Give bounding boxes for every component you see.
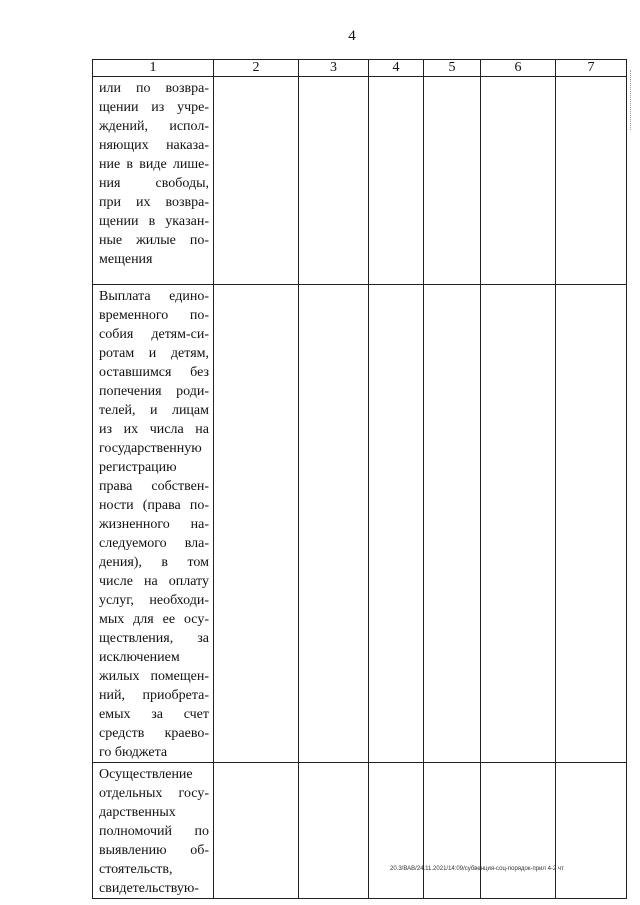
table-cell: [369, 77, 424, 285]
table-row: [93, 77, 627, 285]
cell-line: Осуществление: [99, 767, 193, 782]
table-cell-description: [93, 77, 214, 285]
cell-line: мещения: [99, 252, 153, 267]
cell-line: из их числа на: [99, 422, 209, 437]
table-cell: [299, 285, 369, 763]
table-cell: [556, 77, 627, 285]
cell-line: временного по-: [99, 308, 209, 323]
cell-line: следуемого вла-: [99, 536, 209, 551]
table-cell: [214, 285, 299, 763]
cell-line: полномочий по: [99, 824, 209, 839]
cell-line: стоятельств,: [99, 862, 173, 877]
table-cell: [299, 77, 369, 285]
header-row: [93, 60, 627, 77]
cell-line: выявлению об-: [99, 843, 209, 858]
table-cell: [424, 77, 481, 285]
column-header: 4: [369, 60, 424, 77]
cell-line: собия детям-си-: [99, 327, 209, 342]
table-cell: [299, 763, 369, 899]
cell-line: щении в указан-: [99, 214, 209, 229]
data-table: [92, 59, 627, 899]
cell-line: услуг, необходи-: [99, 593, 209, 608]
cell-line: свидетельствую-: [99, 881, 199, 896]
cell-line: права собствен-: [99, 479, 209, 494]
table-cell: [424, 285, 481, 763]
table-cell: [369, 763, 424, 899]
cell-line: ния свободы,: [99, 176, 209, 191]
table-cell: [369, 285, 424, 763]
cell-line: ществления, за: [99, 631, 209, 646]
edge-mark: [630, 70, 633, 130]
table-cell: [424, 763, 481, 899]
cell-line: или по возвра-: [99, 81, 209, 96]
cell-line: ние в виде лише-: [99, 157, 209, 172]
table-cell-description: [93, 763, 214, 899]
column-header: 2: [214, 60, 299, 77]
cell-line: емых за счет: [99, 707, 209, 722]
table-cell: [481, 763, 556, 899]
cell-line: телей, и лицам: [99, 403, 209, 418]
table-cell: [214, 77, 299, 285]
column-header: 3: [299, 60, 369, 77]
cell-line: оставшимся без: [99, 365, 209, 380]
cell-line: Выплата едино-: [99, 289, 209, 304]
table-cell: [556, 763, 627, 899]
cell-text: [93, 285, 213, 762]
column-header: 6: [481, 60, 556, 77]
cell-line: средств краево-: [99, 726, 209, 741]
cell-text: [93, 77, 213, 269]
cell-line: дарственных: [99, 805, 176, 820]
column-header: 5: [424, 60, 481, 77]
cell-line: го бюджета: [99, 745, 168, 760]
cell-line: регистрацию: [99, 460, 177, 475]
cell-line: щении из учре-: [99, 100, 209, 115]
footer-stamp: 20.3/ВАВ/24.11.2021/14:09/субвенция-соц-порядок-прил 4-2 чт: [390, 866, 564, 872]
cell-line: дения), в том: [99, 555, 209, 570]
table-cell: [481, 77, 556, 285]
cell-line: государственную: [99, 441, 202, 456]
cell-line: жизненного на-: [99, 517, 209, 532]
table-row: [93, 285, 627, 763]
cell-line: няющих наказа-: [99, 138, 209, 153]
cell-line: отдельных госу-: [99, 786, 209, 801]
column-header: 1: [93, 60, 214, 77]
cell-line: жилых помещен-: [99, 669, 209, 684]
table-cell: [214, 763, 299, 899]
cell-line: ний, приобрета-: [99, 688, 209, 703]
cell-line: числе на оплату: [99, 574, 209, 589]
cell-line: ные жилые по-: [99, 233, 209, 248]
cell-text: [93, 763, 213, 898]
cell-line: ротам и детям,: [99, 346, 209, 361]
cell-line: мых для ее осу-: [99, 612, 209, 627]
table-cell-description: [93, 285, 214, 763]
cell-line: ждений, испол-: [99, 119, 209, 134]
cell-line: попечения роди-: [99, 384, 209, 399]
table-cell: [481, 285, 556, 763]
table-cell: [556, 285, 627, 763]
cell-line: при их возвра-: [99, 195, 209, 210]
table-row: [93, 763, 627, 899]
cell-line: исключением: [99, 650, 180, 665]
page-number: 4: [348, 28, 356, 44]
cell-line: ности (права по-: [99, 498, 209, 513]
column-header: 7: [556, 60, 627, 77]
